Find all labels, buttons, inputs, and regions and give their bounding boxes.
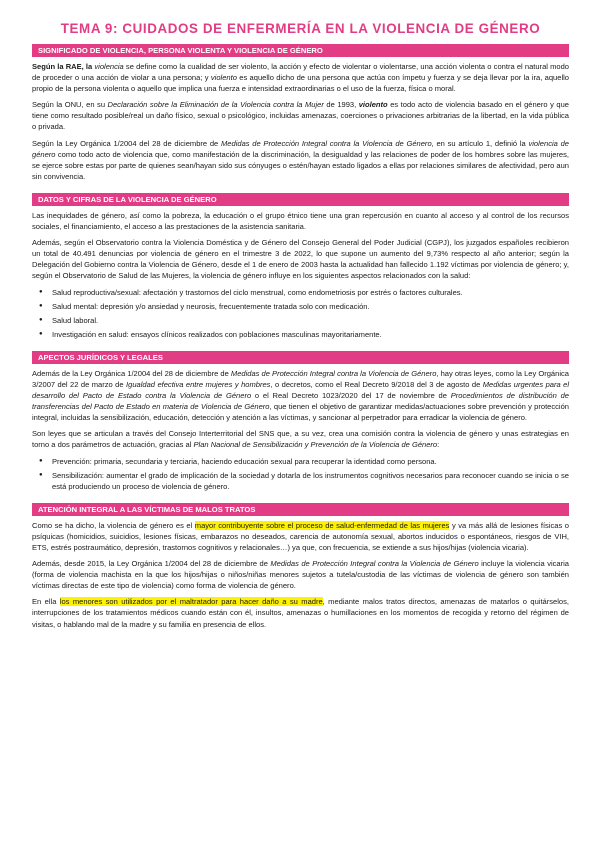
paragraph-consejo: Son leyes que se articulan a través del Consejo Interterritorial del SNS que, a su vez, crea una comisión contra la violencia de género y unas estrategias en torno a dos parámetros de actuación, gracias al Plan Nacional de Sensibilización y Prevención de la Violencia de Género:	[32, 429, 569, 450]
paragraph-violencia-vicaria: Además, desde 2015, la Ley Orgánica 1/2004 del 28 de diciembre de Medidas de Protección Integral contra la Violencia de Género incluye la violencia vicaria (forma de violencia machista en la que los hijos/hijas o niños/niñas menores sujetos a tutela/custodia de las víctimas de violencia de género son también víctimas directas de este tipo de violencia) como forma de violencia de género.	[32, 559, 570, 591]
list-item: ● Salud mental: depresión y/o ansiedad y neurosis, frecuentemente tratada solo con medicación.	[52, 301, 569, 312]
page-title: TEMA 9: CUIDADOS DE ENFERMERÍA EN LA VIOLENCIA DE GÉNERO	[60, 21, 541, 36]
section-heading-juridicos: APECTOS JURÍDICOS Y LEGALES	[32, 351, 569, 364]
paragraph-onu: Según la ONU, en su Declaración sobre la Eliminación de la Violencia contra la Mujer de 1993, violento es todo acto de violencia basado en el género y que tiene como resultado posible/real un daño físico, sexual o psicológico, incluidas amenazas, coerciones o privaciones arbitrarias de la libertad, en la vida pública o privada.	[32, 100, 569, 132]
list-item: ● Salud reproductiva/sexual: afectación y trastornos del ciclo menstrual, como endometriosis por estrés o factores culturales.	[52, 287, 569, 298]
paragraph-observatorio: Además, según el Observatorio contra la Violencia Doméstica y de Género del Consejo General del Poder Judicial (CGPJ), los juzgados españoles recibieron un total de 40.491 denuncias por violencia de género en el trimestre 3 de 2022, lo que supone un aumento del 9,73% respecto al año anterior; según la Delegación del Gobierno contra la Violencia de Género, desde el 1 de enero de 2003 hasta la actualidad han fallecido 1.192 víctimas por violencia de género; y, según el Observatorio de Salud de las Mujeres, la violencia de género influye en los siguientes aspectos relacionados con la salud:	[32, 238, 569, 281]
highlight: los menores son utilizados por el maltratador para hacer daño a su madre	[59, 597, 323, 607]
list-item: ● Sensibilización: aumentar el grado de implicación de la sociedad y dotarla de los instrumentos cognitivos necesarios para reconocer cuando se inicia o se está produciendo un proceso de violencia de género.	[52, 470, 569, 492]
highlight: mayor contribuyente sobre el proceso de salud-enfermedad de las mujeres	[194, 520, 450, 530]
paragraph-leyes: Además de la Ley Orgánica 1/2004 del 28 de diciembre de Medidas de Protección Integral contra la Violencia de Género, hay otras leyes, como la Ley Orgánica 3/2007 del 22 de marzo de Igualdad efectiva entre mujeres y hombres, o decretos, como el Real Decreto 9/2018 del 3 de agosto de Medidas urgentes para el desarrollo del Pacto de Estado contra la Violencia de Género o el Real Decreto 1023/2020 del 17 de noviembre de Procedimientos de distribución de transferencias del Pacto de Estado en materia de Violencia de Género, que tienen el objetivo de garantizar medidas/actuaciones sobre prevención y protección integral, incluidas la sensibilización, educación, detección y atención a las víctimas, y sancionar al perpetrador para erradicar la violencia de género.	[32, 368, 569, 423]
paragraph-rae: Según la RAE, la violencia se define como la cualidad de ser violento, la acción y efecto de violentar o violentarse, una acción violenta o contra el natural modo de proceder o una acción de violar a una persona; y violento es aquello dicho de una persona que actúa con ímpetu y fuerza y se deja llevar por la ira, aquello propio de la persona violenta o aquello que implica una fuerza e intensidad extraordinarias o el uso de la fuerza, física o moral.	[32, 62, 569, 94]
section-heading-significado: SIGNIFICADO DE VIOLENCIA, PERSONA VIOLENTA Y VIOLENCIA DE GÉNERO	[32, 44, 569, 57]
paragraph-contribuyente: Como se ha dicho, la violencia de género es el mayor contribuyente sobre el proceso de salud-enfermedad de las mujeres y va más allá de lesiones físicas o psíquicas (homicidios, suicidios, lesiones físicas, embarazos no deseados, carencia de autonomía sexual, abortos inducidos o espontáneos, riesgos de VIH, ETS, estrés postraumático, depresión, trastornos cognitivos y relacionales…) ya que, con frecuencia, se extiende a sus hijos/hijas (violencia vicaria).	[32, 520, 569, 552]
section-heading-datos: DATOS Y CIFRAS DE LA VIOLENCIA DE GÉNERO	[32, 193, 569, 206]
health-aspects-list	[32, 287, 569, 340]
list-item: ● Salud laboral.	[52, 315, 569, 326]
paragraph-inequidades: Las inequidades de género, así como la pobreza, la educación o el grupo étnico tiene una gran repercusión en cuanto al acceso y al control de los recursos sociales, el financiamiento, el acceso a las prestaciones de la asistencia sanitaria.	[32, 210, 569, 232]
paragraph-menores: En ella los menores son utilizados por el maltratador para hacer daño a su madre, mediante malos tratos directos, amenazas de matarlos o quitárselos, interrupciones de los tratamientos médicos cuando están con él, insultos, amenazas o humillaciones en los momentos de recogida y retorno del régimen de visitas, o hablando mal de la madre y su familia en presencia de ellos.	[32, 597, 569, 629]
paragraph-ley-organica: Según la Ley Orgánica 1/2004 del 28 de diciembre de Medidas de Protección Integral contra la Violencia de Género, en su artículo 1, definió la violencia de género como todo acto de violencia que, como manifestación de la discriminación, la desigualdad y las relaciones de poder de los hombres sobre las mujeres, se ejerce sobre estas por parte de quienes sean/hayan sido sus cónyuges o estén/hayan estado ligados a ellas por relaciones similares de afectividad, pero aun sin convivencia.	[32, 138, 569, 181]
plan-parameters-list	[32, 456, 569, 492]
section-heading-atencion: ATENCIÓN INTEGRAL A LAS VÍCTIMAS DE MALOS TRATOS	[32, 503, 569, 516]
list-item: ● Prevención: primaria, secundaria y terciaria, haciendo educación sexual para recuperar la identidad como persona.	[52, 456, 569, 467]
list-item: ● Investigación en salud: ensayos clínicos realizados con poblaciones masculinas mayoritariamente.	[52, 329, 569, 340]
